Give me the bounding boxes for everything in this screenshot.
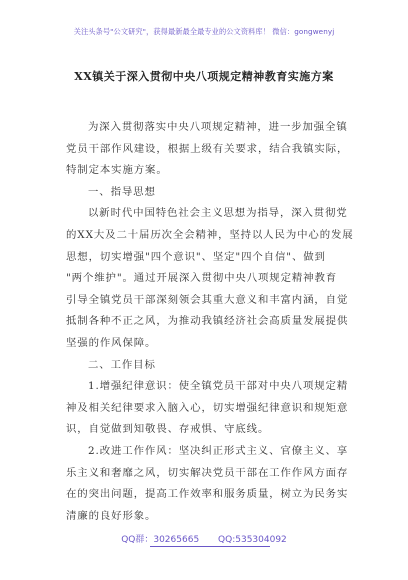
document-body bbox=[66, 117, 354, 527]
section-heading-work-goals: 二、工作目标 bbox=[88, 358, 156, 371]
paragraph-line: 2.改进工作作风：坚决纠正形式主义、官僚主义、享 bbox=[88, 444, 349, 457]
footer-qq-group: QQ群：30265665 bbox=[121, 535, 200, 545]
paragraph-line: 思想，切实增强"四个意识"、坚定"四个自信"、做到 bbox=[66, 250, 326, 263]
paragraph-line: 清廉的良好形象。 bbox=[66, 509, 157, 522]
paragraph-line: 坚强的作风保障。 bbox=[66, 336, 157, 349]
paragraph-line: 1.增强纪律意识：使全镇党员干部对中央八项规定精 bbox=[88, 380, 349, 393]
footer-contact bbox=[0, 532, 408, 545]
header-banner: 关注头条号"公文研究"，获得最新最全最专业的公文资料库！ 微信：gongwenyj bbox=[73, 27, 335, 36]
paragraph-line: 抵制各种不正之风，为推动我镇经济社会高质量发展提供 bbox=[66, 315, 349, 328]
paragraph-line: 为深入贯彻落实中央八项规定精神，进一步加强全镇 bbox=[88, 121, 348, 133]
paragraph-line: 的XX大及二十届历次全会精神，坚持以人民为中心的发展 bbox=[66, 228, 354, 241]
footer-qq-number: QQ:535304092 bbox=[218, 535, 287, 545]
footer-underline bbox=[150, 546, 270, 547]
section-heading-guiding-thought: 一、指导思想 bbox=[88, 185, 156, 198]
paragraph-line: 识，自觉做到知敬畏、存戒惧、守底线。 bbox=[66, 423, 270, 436]
paragraph-line: "两个维护"。通过开展深入贯彻中央八项规定精神教育 bbox=[66, 272, 338, 285]
paragraph-line: 引导全镇党员干部深刻领会其重大意义和丰富内涵，自觉 bbox=[66, 293, 349, 306]
paragraph-line: 特制定本实施方案。 bbox=[66, 164, 168, 177]
paragraph-line: 在的突出问题，提高工作效率和服务质量，树立为民务实 bbox=[66, 488, 349, 501]
paragraph-line: 乐主义和奢靡之风，切实解决党员干部在工作作风方面存 bbox=[66, 466, 349, 479]
paragraph-line: 以新时代中国特色社会主义思想为指导，深入贯彻党 bbox=[88, 207, 348, 220]
paragraph-line: 神及相关纪律要求入脑入心，切实增强纪律意识和规矩意 bbox=[66, 401, 349, 414]
document-title: XX镇关于深入贯彻中央八项规定精神教育实施方案 bbox=[74, 70, 334, 83]
paragraph-line: 党员干部作风建设，根据上级有关要求，结合我镇实际， bbox=[66, 142, 349, 155]
